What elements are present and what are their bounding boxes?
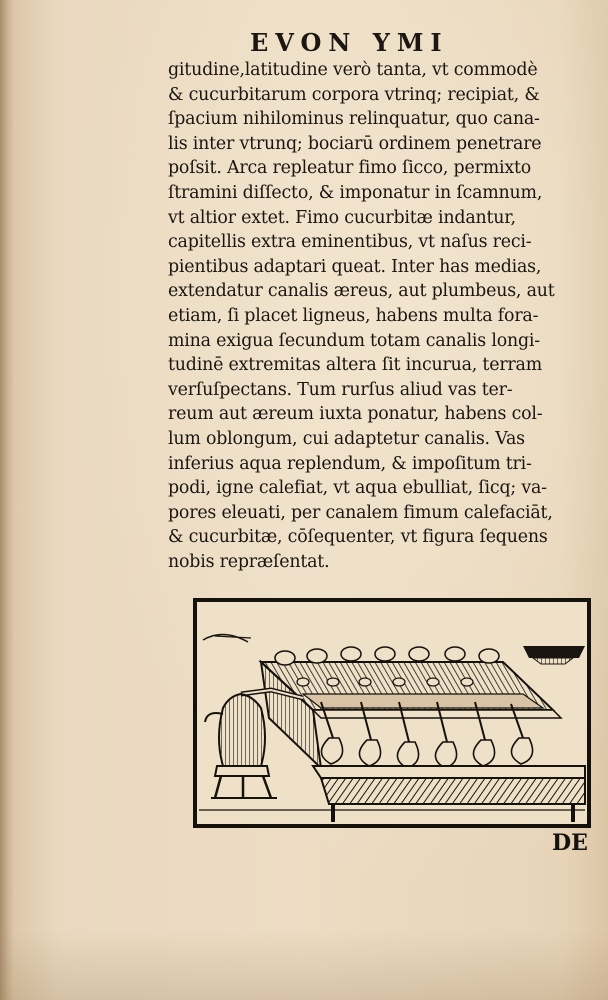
page-spine-shadow: [0, 0, 14, 1000]
text-line: gitudine,latitudine verò tanta, vt commodè: [168, 60, 538, 80]
text-line: inferius aqua replendum, & impoſitum tri-: [168, 453, 532, 474]
woodcut-illustration: [193, 598, 591, 828]
text-line: lum oblongum, cui adaptetur canalis. Vas: [168, 428, 525, 449]
text-line: etiam, ſi placet ligneus, habens multa fora-: [168, 305, 539, 326]
text-line: mina exigua ſecundum totam canalis longi-: [168, 330, 540, 351]
text-line: & cucurbitarum corpora vtrinq; recipiat, &: [168, 84, 540, 105]
text-line: poſsit. Arca repleatur fimo ſicco, permixto: [168, 158, 532, 179]
text-line: & cucurbitæ, cōſequenter, vt figura ſequens: [168, 527, 548, 548]
text-line: nobis repræſentat.: [168, 551, 330, 572]
text-line: ſpacium nihilominus relinquatur, quo cana-: [168, 109, 540, 130]
text-line: podi, igne calefiat, vt aqua ebulliat, ſicq; va-: [168, 478, 547, 499]
body-text: [168, 58, 598, 574]
text-line: reum aut æreum iuxta ponatur, habens col-: [168, 404, 543, 425]
text-line: tudinē extremitas altera ſit incurua, terram: [168, 355, 542, 376]
text-line: capitellis extra eminentibus, vt naſus reci-: [168, 232, 532, 253]
running-head: EVON YMI: [250, 28, 449, 57]
catchword: DE: [552, 830, 588, 856]
text-line: verſuſpectans. Tum rurſus aliud vas ter-: [168, 379, 513, 400]
text-line: pientibus adaptari queat. Inter has medias,: [168, 256, 542, 277]
text-line: pores eleuati, per canalem fimum calefaciāt,: [168, 502, 553, 523]
page-bottom-shade: [0, 930, 608, 1000]
text-line: vt altior extet. Fimo cucurbitæ indantur,: [168, 207, 516, 228]
text-line: extendatur canalis æreus, aut plumbeus, aut: [168, 281, 555, 302]
text-line: lis inter vtrunq; bociarū ordinem penetrare: [168, 133, 542, 154]
text-line: ſtramini diſſecto, & imponatur in ſcamnum,: [168, 182, 543, 203]
